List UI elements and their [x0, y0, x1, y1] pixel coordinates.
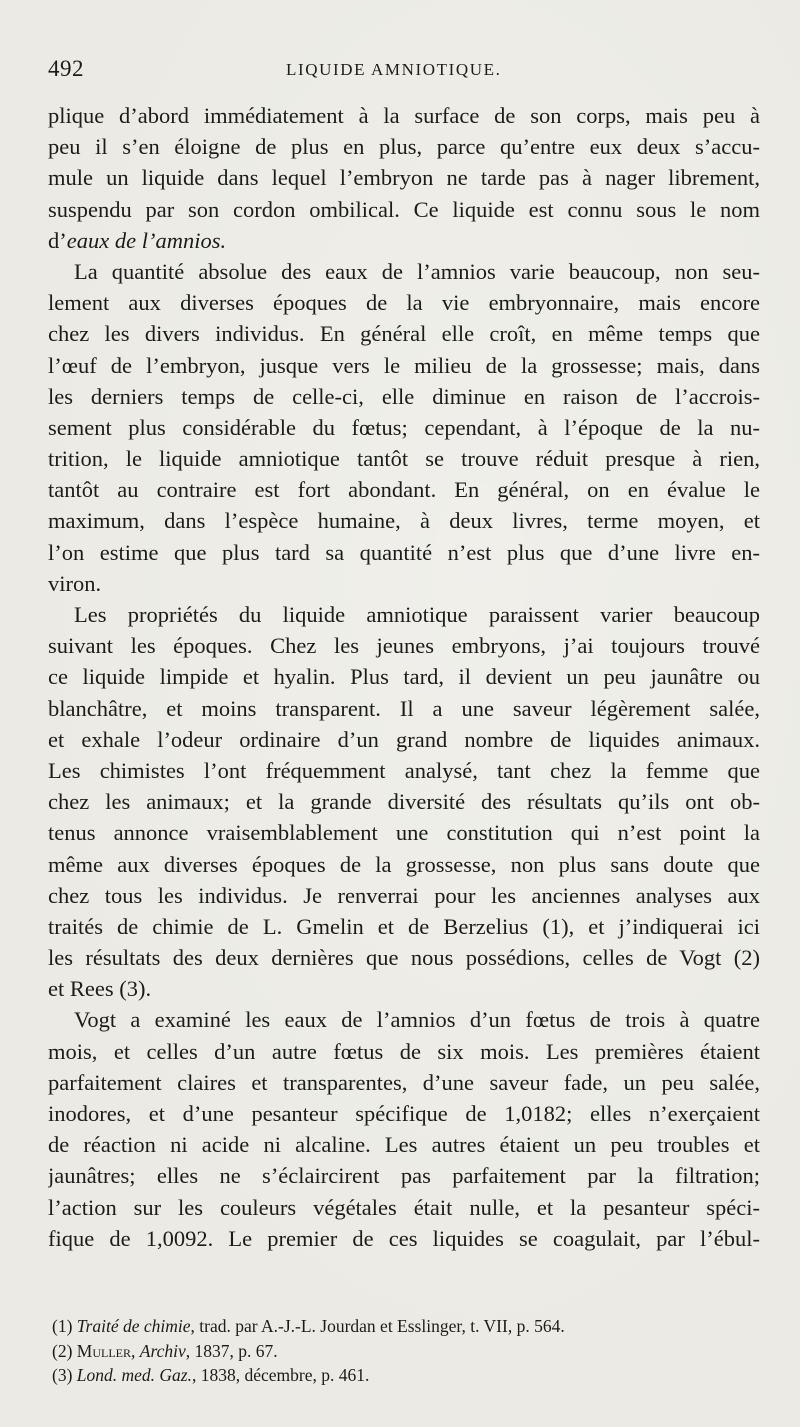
text-line: tenus annonce vraisemblablement une constitution qui n’est point la	[48, 820, 760, 846]
page-number: 492	[48, 56, 84, 81]
footnote-mark: (2)	[52, 1340, 73, 1361]
text-line: même aux diverses époques de la grossesse, non plus sans doute que	[48, 851, 760, 877]
footnote-text: , 1837, p. 67.	[185, 1340, 278, 1361]
footnote-1	[48, 1314, 760, 1339]
text-line: traités de chimie de L. Gmelin et de Berzelius (1), et j’indiquerai ici	[48, 913, 760, 939]
text-line: suivant les époques. Chez les jeunes embryons, j’ai toujours trouvé	[48, 633, 760, 659]
text-line: de réaction ni acide ni alcaline. Les autres étaient un peu troubles et	[48, 1132, 760, 1158]
text-line: trition, le liquide amniotique tantôt se trouve réduit presque à rien,	[48, 446, 760, 472]
text-line	[48, 225, 760, 256]
footnotes	[48, 1314, 760, 1388]
page-header	[48, 56, 758, 90]
footnote-title: Lond. med. Gaz.	[76, 1365, 192, 1385]
text-line: tantôt au contraire est fort abondant. En général, on en évalue le	[48, 477, 760, 503]
running-title: LIQUIDE AMNIOTIQUE.	[286, 60, 502, 79]
footnote-author: Muller,	[76, 1340, 136, 1361]
text-line: l’action sur les couleurs végétales était nulle, et la pesanteur spéci-	[48, 1194, 760, 1220]
text-line: jaunâtres; elles ne s’éclaircirent pas parfaitement par la filtration;	[48, 1163, 760, 1189]
text-line: maximum, dans l’espèce humaine, à deux livres, terme moyen, et	[48, 508, 760, 534]
text-line: les résultats des deux dernières que nous possédions, celles de Vogt (2)	[48, 945, 760, 971]
text-line: chez les animaux; et la grande diversité des résultats qu’ils ont ob-	[48, 789, 760, 815]
paragraph-start-line: Vogt a examiné les eaux de l’amnios d’un fœtus de trois à quatre	[74, 1007, 760, 1033]
text-line: ce liquide limpide et hyalin. Plus tard, il devient un peu jaunâtre ou	[48, 664, 760, 690]
footnote-mark: (3)	[52, 1365, 73, 1385]
text-line: parfaitement claires et transparentes, d’une saveur fade, un peu salée,	[48, 1069, 760, 1095]
text-line: peu il s’en éloigne de plus en plus, parce qu’entre eux deux s’accu-	[48, 134, 760, 160]
text-line: et exhale l’odeur ordinaire d’un grand nombre de liquides animaux.	[48, 726, 760, 752]
footnote-2	[48, 1339, 760, 1364]
italic-term: eaux de l’amnios.	[66, 227, 227, 253]
paragraph-start-line: La quantité absolue des eaux de l’amnios varie beaucoup, non seu-	[74, 258, 760, 284]
text-line: l’on estime que plus tard sa quantité n’est plus que d’une livre en-	[48, 539, 760, 565]
text-line: plique d’abord immédiatement à la surface de son corps, mais peu à	[48, 103, 760, 128]
text-line: les derniers temps de celle-ci, elle diminue en raison de l’accrois-	[48, 383, 760, 409]
footnote-title: Archiv	[139, 1340, 186, 1361]
footnote-3	[48, 1363, 760, 1388]
text-line: Les chimistes l’ont fréquemment analysé, tant chez la femme que	[48, 757, 760, 783]
text-line: et Rees (3).	[48, 976, 152, 1002]
text-line: fique de 1,0092. Le premier de ces liquides se coagulait, par l’ébul-	[48, 1225, 760, 1251]
footnote-text: , trad. par A.-J.-L. Jourdan et Esslinger, t. VII, p. 564.	[190, 1316, 565, 1336]
footnote-title: Traité de chimie	[76, 1316, 191, 1336]
text-line: sement plus considérable du fœtus; cependant, à l’époque de la nu-	[48, 414, 760, 440]
text-line: inodores, et d’une pesanteur spécifique de 1,0182; elles n’exerçaient	[48, 1101, 760, 1126]
text-line: mule un liquide dans lequel l’embryon ne tarde pas à nager librement,	[48, 165, 760, 191]
text-line: lement aux diverses époques de la vie embryonnaire, mais encore	[48, 290, 760, 316]
text-line: mois, et celles d’un autre fœtus de six mois. Les premières étaient	[48, 1038, 760, 1064]
paragraph-start-line: Les propriétés du liquide amniotique paraissent varier beaucoup	[74, 602, 760, 627]
text-fragment: d’	[48, 227, 67, 253]
text-line: viron.	[48, 570, 102, 596]
body-text	[48, 100, 760, 1254]
text-line: l’œuf de l’embryon, jusque vers le milieu de la grossesse; mais, dans	[48, 352, 760, 378]
text-line: blanchâtre, et moins transparent. Il a une saveur légèrement salée,	[48, 695, 760, 721]
text-line: suspendu par son cordon ombilical. Ce liquide est connu sous le nom	[48, 196, 760, 222]
footnote-mark: (1)	[52, 1316, 73, 1336]
text-line: chez les divers individus. En général elle croît, en même temps que	[48, 321, 760, 347]
footnote-text: , 1838, décembre, p. 461.	[192, 1365, 370, 1385]
text-line: chez tous les individus. Je renverrai pour les anciennes analyses aux	[48, 882, 760, 908]
